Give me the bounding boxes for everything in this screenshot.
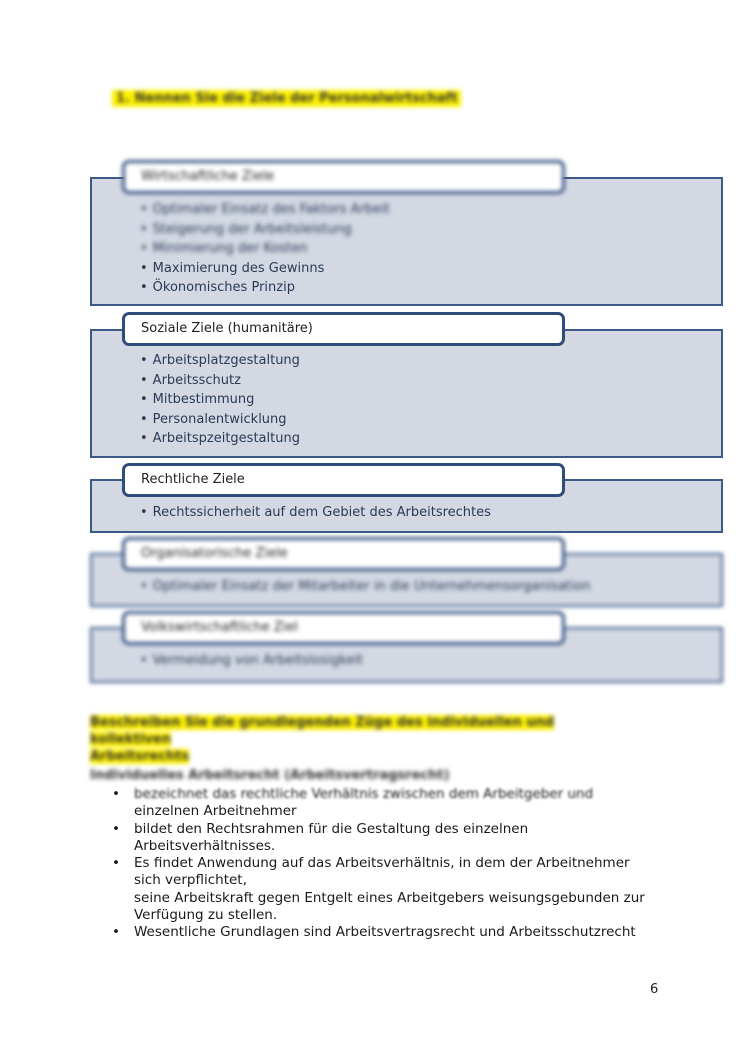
body-line: sich verpflichtet, — [134, 872, 247, 889]
goal-label: Soziale Ziele (humanitäre) — [122, 312, 565, 346]
body-bullet-list — [112, 786, 652, 942]
question-2-line: Arbeitsrechts — [90, 749, 190, 764]
body-list-item — [112, 924, 652, 941]
goal-items — [140, 503, 491, 523]
body-line: seine Arbeitskraft gegen Entgelt eines Arbeitgebers weisungsgebunden zur — [134, 889, 645, 906]
goal-item: • Arbeitsplatzgestaltung — [140, 351, 300, 371]
goal-label: Volkswirtschaftliche Ziel — [122, 611, 565, 645]
goal-item: • Minimierung der Kosten — [140, 239, 390, 259]
goal-item: • Arbeitspzeitgestaltung — [140, 429, 300, 449]
body-line: • Es findet Anwendung auf das Arbeitsverhältnis, in dem der Arbeitnehmer — [134, 855, 630, 872]
page-number: 6 — [650, 982, 659, 997]
goal-item: • Ökonomisches Prinzip — [140, 278, 390, 298]
goal-label: Rechtliche Ziele — [122, 463, 565, 497]
goal-items — [140, 651, 363, 671]
goal-item: • Steigerung der Arbeitsleistung — [140, 220, 390, 240]
goal-group-organizational — [90, 537, 723, 607]
goal-item: • Rechtssicherheit auf dem Gebiet des Arbeitsrechtes — [140, 503, 491, 523]
body-list-item — [112, 855, 652, 924]
goal-item: • Personalentwicklung — [140, 410, 300, 430]
question-2-heading — [90, 714, 610, 765]
goal-item: • Mitbestimmung — [140, 390, 300, 410]
body-line: Verfügung zu stellen. — [134, 907, 278, 924]
goal-group-legal — [90, 463, 723, 533]
goal-item: • Optimaler Einsatz der Mitarbeiter in die Unternehmensorganisation — [140, 577, 591, 597]
goal-item: • Optimaler Einsatz des Faktors Arbeit — [140, 200, 390, 220]
goal-label: Wirtschaftliche Ziele — [122, 160, 565, 194]
body-line: • bildet den Rechtsrahmen für die Gestaltung des einzelnen — [134, 820, 529, 837]
question-1-heading: 1. Nennen Sie die Ziele der Personalwirtschaft — [112, 90, 461, 107]
goal-item: • Maximierung des Gewinns — [140, 259, 390, 279]
body-line: Arbeitsverhältnisses. — [134, 837, 276, 854]
section-subheading: Individuelles Arbeitsrecht (Arbeitsvertragsrecht) — [90, 768, 450, 783]
goal-item: • Vermeidung von Arbeitslosigkeit — [140, 651, 363, 671]
body-list-item — [112, 821, 652, 856]
body-line: • Wesentliche Grundlagen sind Arbeitsvertragsrecht und Arbeitsschutzrecht — [134, 924, 636, 941]
body-list-item — [112, 786, 652, 821]
body-line: • bezeichnet das rechtliche Verhältnis zwischen dem Arbeitgeber und — [134, 786, 594, 802]
goal-group-social — [90, 312, 723, 458]
question-2-line: Beschreiben Sie die grundlegenden Züge des individuellen und kollektiven — [90, 715, 555, 747]
goal-group-economic — [90, 160, 723, 306]
goal-items — [140, 351, 300, 449]
goal-items — [140, 200, 390, 298]
body-line: einzelnen Arbeitnehmer — [134, 803, 297, 820]
goal-item: • Arbeitsschutz — [140, 371, 300, 391]
goal-items — [140, 577, 591, 597]
goal-group-macroeconomic — [90, 611, 723, 683]
goal-label: Organisatorische Ziele — [122, 537, 565, 571]
